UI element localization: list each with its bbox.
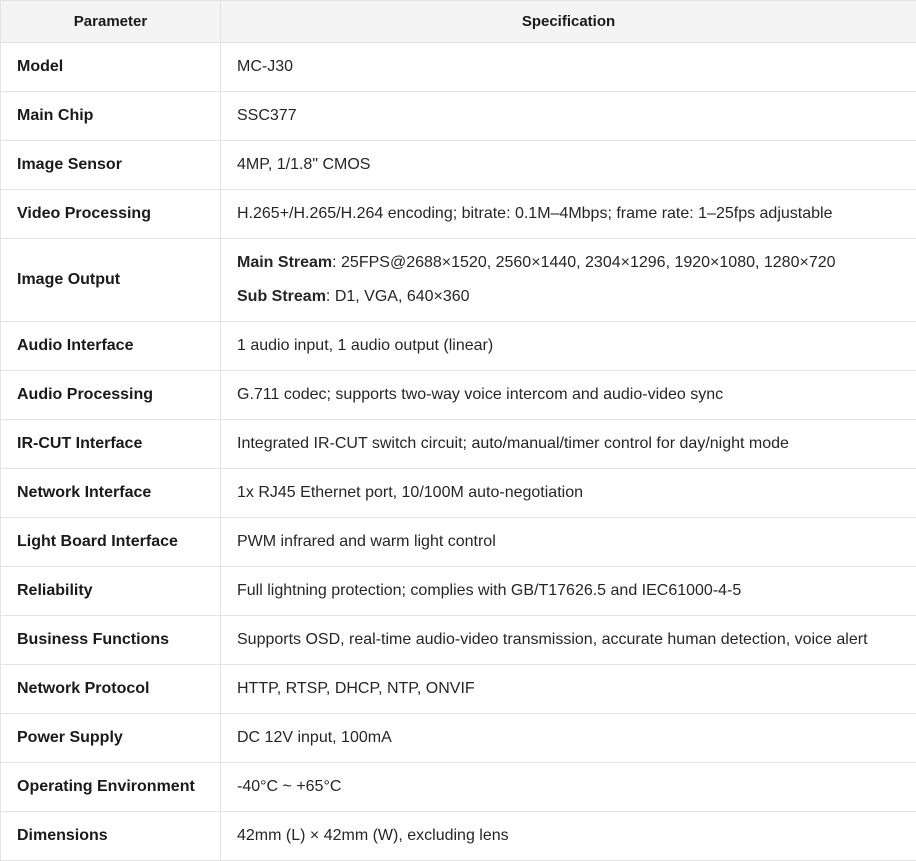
value-cell: -40°C ~ +65°C <box>221 763 916 812</box>
value-cell: H.265+/H.265/H.264 encoding; bitrate: 0.1M–4Mbps; frame rate: 1–25fps adjustable <box>221 190 916 239</box>
param-cell: Video Processing <box>1 190 221 239</box>
main-stream-label: Main Stream <box>237 254 332 271</box>
table-row <box>1 812 916 861</box>
table-row <box>1 518 916 567</box>
value-cell: 4MP, 1/1.8" CMOS <box>221 141 916 190</box>
table-row <box>1 665 916 714</box>
value-cell: SSC377 <box>221 92 916 141</box>
param-cell: Main Chip <box>1 92 221 141</box>
table-row <box>1 567 916 616</box>
table-row <box>1 714 916 763</box>
column-header-specification: Specification <box>221 1 916 43</box>
value-cell: 42mm (L) × 42mm (W), excluding lens <box>221 812 916 861</box>
sub-stream-line <box>237 280 906 314</box>
value-cell: MC-J30 <box>221 43 916 92</box>
value-cell: Supports OSD, real-time audio-video transmission, accurate human detection, voice alert <box>221 616 916 665</box>
table-row <box>1 43 916 92</box>
table-row <box>1 92 916 141</box>
value-cell: 1x RJ45 Ethernet port, 10/100M auto-negotiation <box>221 469 916 518</box>
table-row <box>1 616 916 665</box>
param-cell: Audio Processing <box>1 371 221 420</box>
param-cell: Model <box>1 43 221 92</box>
param-cell: Light Board Interface <box>1 518 221 567</box>
param-cell: Network Interface <box>1 469 221 518</box>
param-cell: Dimensions <box>1 812 221 861</box>
table-row <box>1 141 916 190</box>
param-cell: Business Functions <box>1 616 221 665</box>
value-cell: G.711 codec; supports two-way voice intercom and audio-video sync <box>221 371 916 420</box>
table-row <box>1 190 916 239</box>
param-cell: Image Sensor <box>1 141 221 190</box>
param-cell: Image Output <box>1 239 221 322</box>
value-cell: Integrated IR-CUT switch circuit; auto/manual/timer control for day/night mode <box>221 420 916 469</box>
table-row <box>1 763 916 812</box>
value-cell <box>221 239 916 322</box>
param-cell: Audio Interface <box>1 322 221 371</box>
param-cell: Power Supply <box>1 714 221 763</box>
value-cell: PWM infrared and warm light control <box>221 518 916 567</box>
sub-stream-label: Sub Stream <box>237 288 326 305</box>
param-cell: IR-CUT Interface <box>1 420 221 469</box>
table-row <box>1 371 916 420</box>
main-stream-value: : 25FPS@2688×1520, 2560×1440, 2304×1296, 1920×1080, 1280×720 <box>332 254 835 271</box>
table-header-row <box>1 1 916 43</box>
param-cell: Network Protocol <box>1 665 221 714</box>
param-cell: Operating Environment <box>1 763 221 812</box>
table-row <box>1 469 916 518</box>
table-row <box>1 322 916 371</box>
table-row <box>1 420 916 469</box>
column-header-parameter: Parameter <box>1 1 221 43</box>
value-cell: DC 12V input, 100mA <box>221 714 916 763</box>
param-cell: Reliability <box>1 567 221 616</box>
main-stream-line <box>237 246 906 280</box>
sub-stream-value: : D1, VGA, 640×360 <box>326 288 470 305</box>
value-cell: HTTP, RTSP, DHCP, NTP, ONVIF <box>221 665 916 714</box>
table-row <box>1 239 916 322</box>
value-cell: Full lightning protection; complies with GB/T17626.5 and IEC61000-4-5 <box>221 567 916 616</box>
value-cell: 1 audio input, 1 audio output (linear) <box>221 322 916 371</box>
